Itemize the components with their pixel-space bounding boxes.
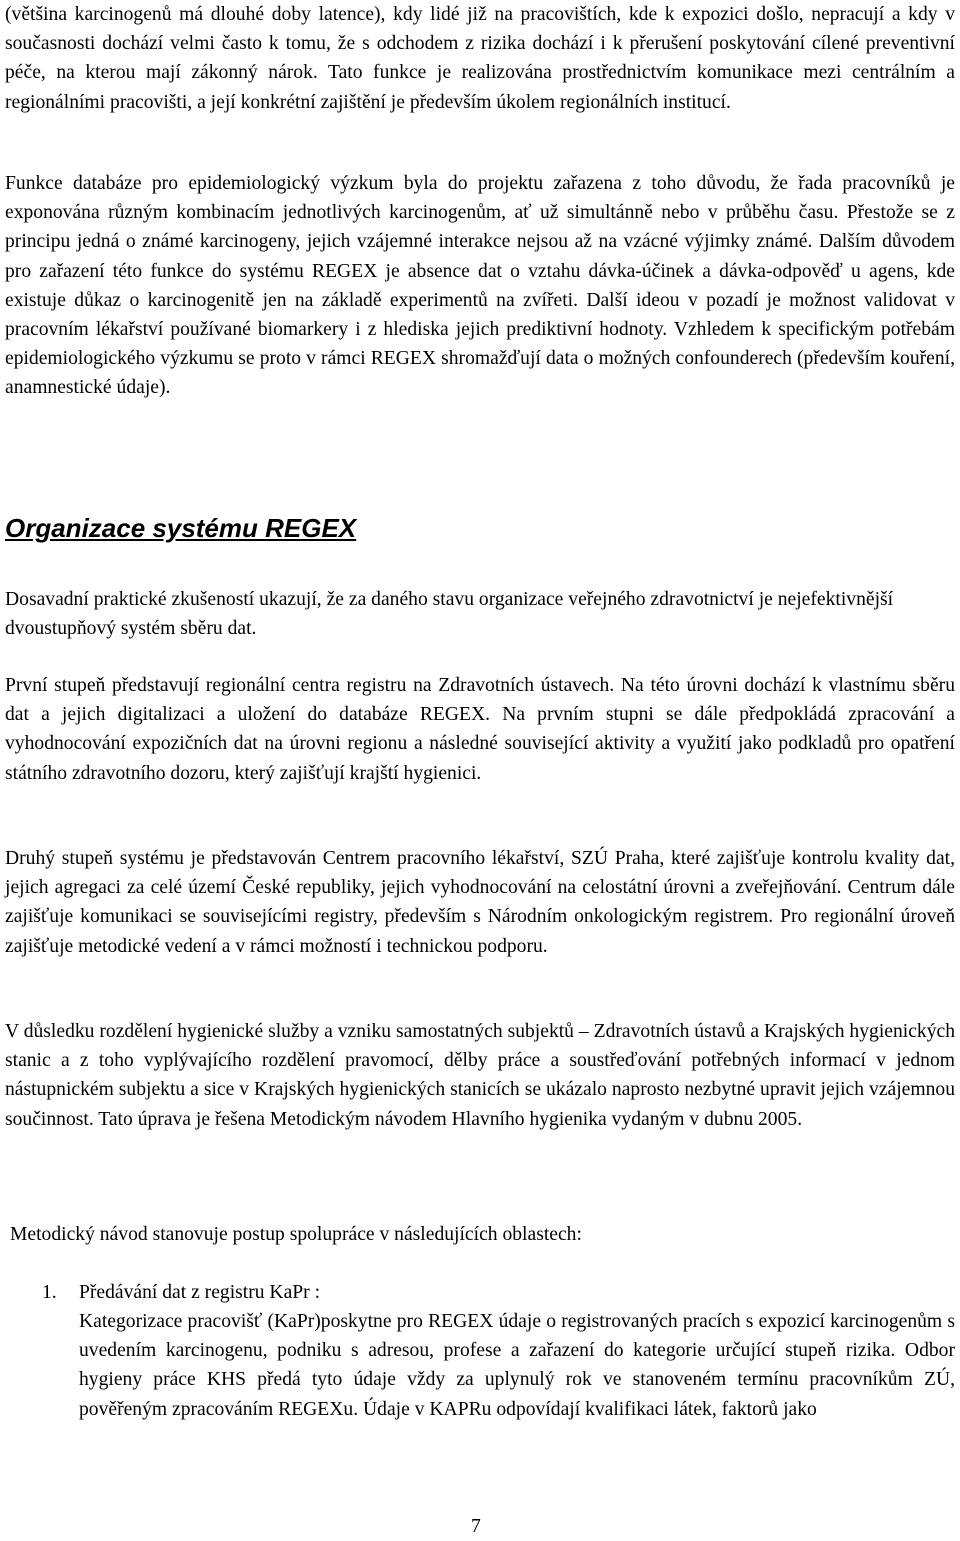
paragraph-methodical-guide: Metodický návod stanovuje postup spolupráce v následujících oblastech: xyxy=(10,1224,582,1245)
paragraph-hygiene-service-split: V důsledku rozdělení hygienické služby a vzniku samostatných subjektů – Zdravotních ústavů a Krajských hygienických stanic a z toho vyplývajícího rozdělení pravomocí, dělby práce a soustřeďování potřebných informací v jednom nástupnickém subjektu a sice v Krajských hygienických stanicích se ukázalo naprosto nezbytné upravit jejich vzájemnou součinnost. Tato úprava je řešena Metodickým návodem Hlavního hygienika vydaným v dubnu 2005. xyxy=(5,1021,955,1130)
paragraph-latence: (většina karcinogenů má dlouhé doby latence), kdy lidé již na pracovištích, kde k expozici došlo, nepracují a kdy v současnosti dochází velmi často k tomu, že s odchodem z rizika dochází i k přerušení poskytování cílené preventivní péče, na kterou mají zákonný nárok. Tato funkce je realizována prostřednictvím komunikace mezi centrálním a regionálními pracovišti, a její konkrétní zajištění je především úkolem regionálních institucí. xyxy=(5,4,955,113)
list-item-body: Kategorizace pracovišť (KaPr)poskytne pro REGEX údaje o registrovaných pracích s expozicí karcinogenům s uvedením karcinogenu, podniku s adresou, profese a zařazení do kategorie určující stupeň rizika. Odbor hygieny práce KHS předá tyto údaje vždy za uplynulý rok ve stanoveném termínu pracovníkům ZÚ, pověřeným zpracováním REGEXu. Údaje v KAPRu odpovídají kvalifikaci látek, faktorů jako xyxy=(79,1311,955,1420)
paragraph-first-stage: První stupeň představují regionální centra registru na Zdravotních ústavech. Na této úrovni dochází k vlastnímu sběru dat a jejich digitalizaci a uložení do databáze REGEX. Na prvním stupni se dále předpokládá zpracování a vyhodnocování expozičních dat na úrovni regionu a následné související aktivity a využití jako podkladů pro opatření státního zdravotního dozoru, který zajišťují krajští hygienici. xyxy=(5,675,955,784)
list-item-number: 1. xyxy=(42,1282,57,1303)
paragraph-second-stage: Druhý stupeň systému je představován Centrem pracovního lékařství, SZÚ Praha, které zajišťuje kontrolu kvality dat, jejich agregaci za celé území České republiky, jejich vyhodnocování na celostátní úrovni a zveřejňování. Centrum dále zajišťuje komunikaci se souvisejícími registry, především s Národním onkologickým registrem. Pro regionální úroveň zajišťuje metodické vedení a v rámci možností i technickou podporu. xyxy=(5,848,955,957)
document-page xyxy=(5,0,955,1537)
list-item-title: Předávání dat z registru KaPr : xyxy=(79,1282,321,1303)
page-number: 7 xyxy=(471,1516,481,1537)
section-heading: Organizace systému REGEX xyxy=(5,513,357,543)
paragraph-practical-experience: Dosavadní praktické zkušeností ukazují, že za daného stavu organizace veřejného zdravotnictví je nejefektivnější dvoustupňový systém sběru dat. xyxy=(5,589,894,640)
paragraph-epidemiology-database: Funkce databáze pro epidemiologický výzkum byla do projektu zařazena z toho důvodu, že řada pracovníků je exponována různým kombinacím jednotlivých karcinogenům, ať už simultánně nebo v průběhu času. Přestože se z principu jedná o známé karcinogeny, jejich vzájemné interakce nejsou až na vzácné výjimky známé. Dalším důvodem pro zařazení této funkce do systému REGEX je absence dat o vztahu dávka-účinek a dávka-odpověď u agens, kde existuje důkaz o karcinogenitě jen na základě experimentů na zvířeti. Další ideou v pozadí je možnost validovat v pracovním lékařství používané biomarkery i z hlediska jejich prediktivní hodnoty. Vzhledem k specifickým potřebám epidemiologického výzkumu se proto v rámci REGEX shromažďují data o možných confounderech (především kouření, anamnestické údaje). xyxy=(5,173,955,399)
